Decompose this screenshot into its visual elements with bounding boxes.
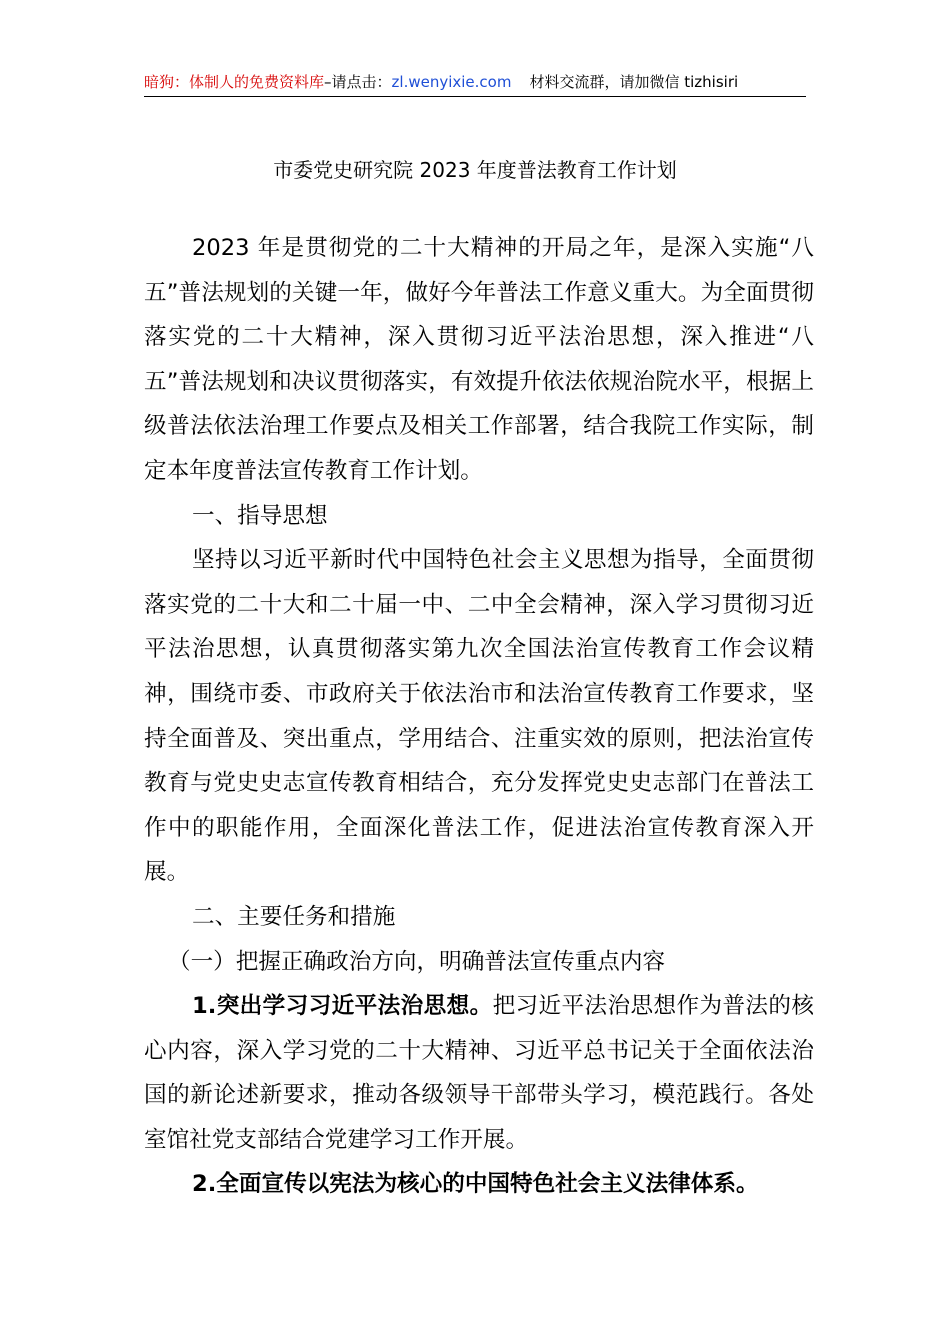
header-url-link[interactable]: zl.wenyixie.com [391,73,512,91]
guiding-ideology-paragraph: 坚持以习近平新时代中国特色社会主义思想为指导，全面贯彻落实党的二十大和二十届一中、二中全会精神，深入学习贯彻习近平法治思想，认真贯彻落实第九次全国法治宣传教育工作会议精神，围绕市委、市政府关于依法治市和法治宣传教育工作要求，坚持全面普及、突出重点，学用结合、注重实效的原则，把法治宣传教育与党史史志宣传教育相结合，充分发挥党史史志部门在普法工作中的职能作用，全面深化普法工作，促进法治宣传教育深入开展。 [144,547,814,886]
document-title: 市委党史研究院 2023 年度普法教育工作计划 [273,158,677,182]
item-1-text: 把习近平法治思想作为普法的核心内容，深入学习党的二十大精神、习近平总书记关于全面依法治国的新论述新要求，推动各级领导干部带头学习，模范践行。各处室馆社党支部结合党建学习工作开展。 [144,993,814,1153]
intro-paragraph: 2023 年是贯彻党的二十大精神的开局之年，是深入实施“八五”普法规划的关键一年，做好今年普法工作意义重大。为全面贯彻落实党的二十大精神，深入贯彻习近平法治思想，深入推进“八五”普法规划和决议贯彻落实，有效提升依法依规治院水平，根据上级普法依法治理工作要点及相关工作部署，结合我院工作实际，制定本年度普法宣传教育工作计划。 [144,235,814,484]
header-click-prompt: –请点击： [324,73,392,91]
subsection-heading-1: （一）把握正确政治方向，明确普法宣传重点内容 [168,948,666,975]
section-heading-guiding-ideology: 一、指导思想 [192,502,328,529]
document-body [144,226,814,1207]
item-2-heading: 2.全面宣传以宪法为核心的中国特色社会主义法律体系。 [192,1171,759,1198]
section-heading-tasks: 二、主要任务和措施 [192,903,396,930]
header-wechat-note: 材料交流群，请加微信 tizhisiri [529,73,739,91]
header-library-name: 暗狗：体制人的免费资料库 [144,73,325,91]
item-1-heading: 1.突出学习习近平法治思想。 [192,993,493,1020]
item-1-paragraph [144,984,814,1162]
page-header [144,68,806,97]
